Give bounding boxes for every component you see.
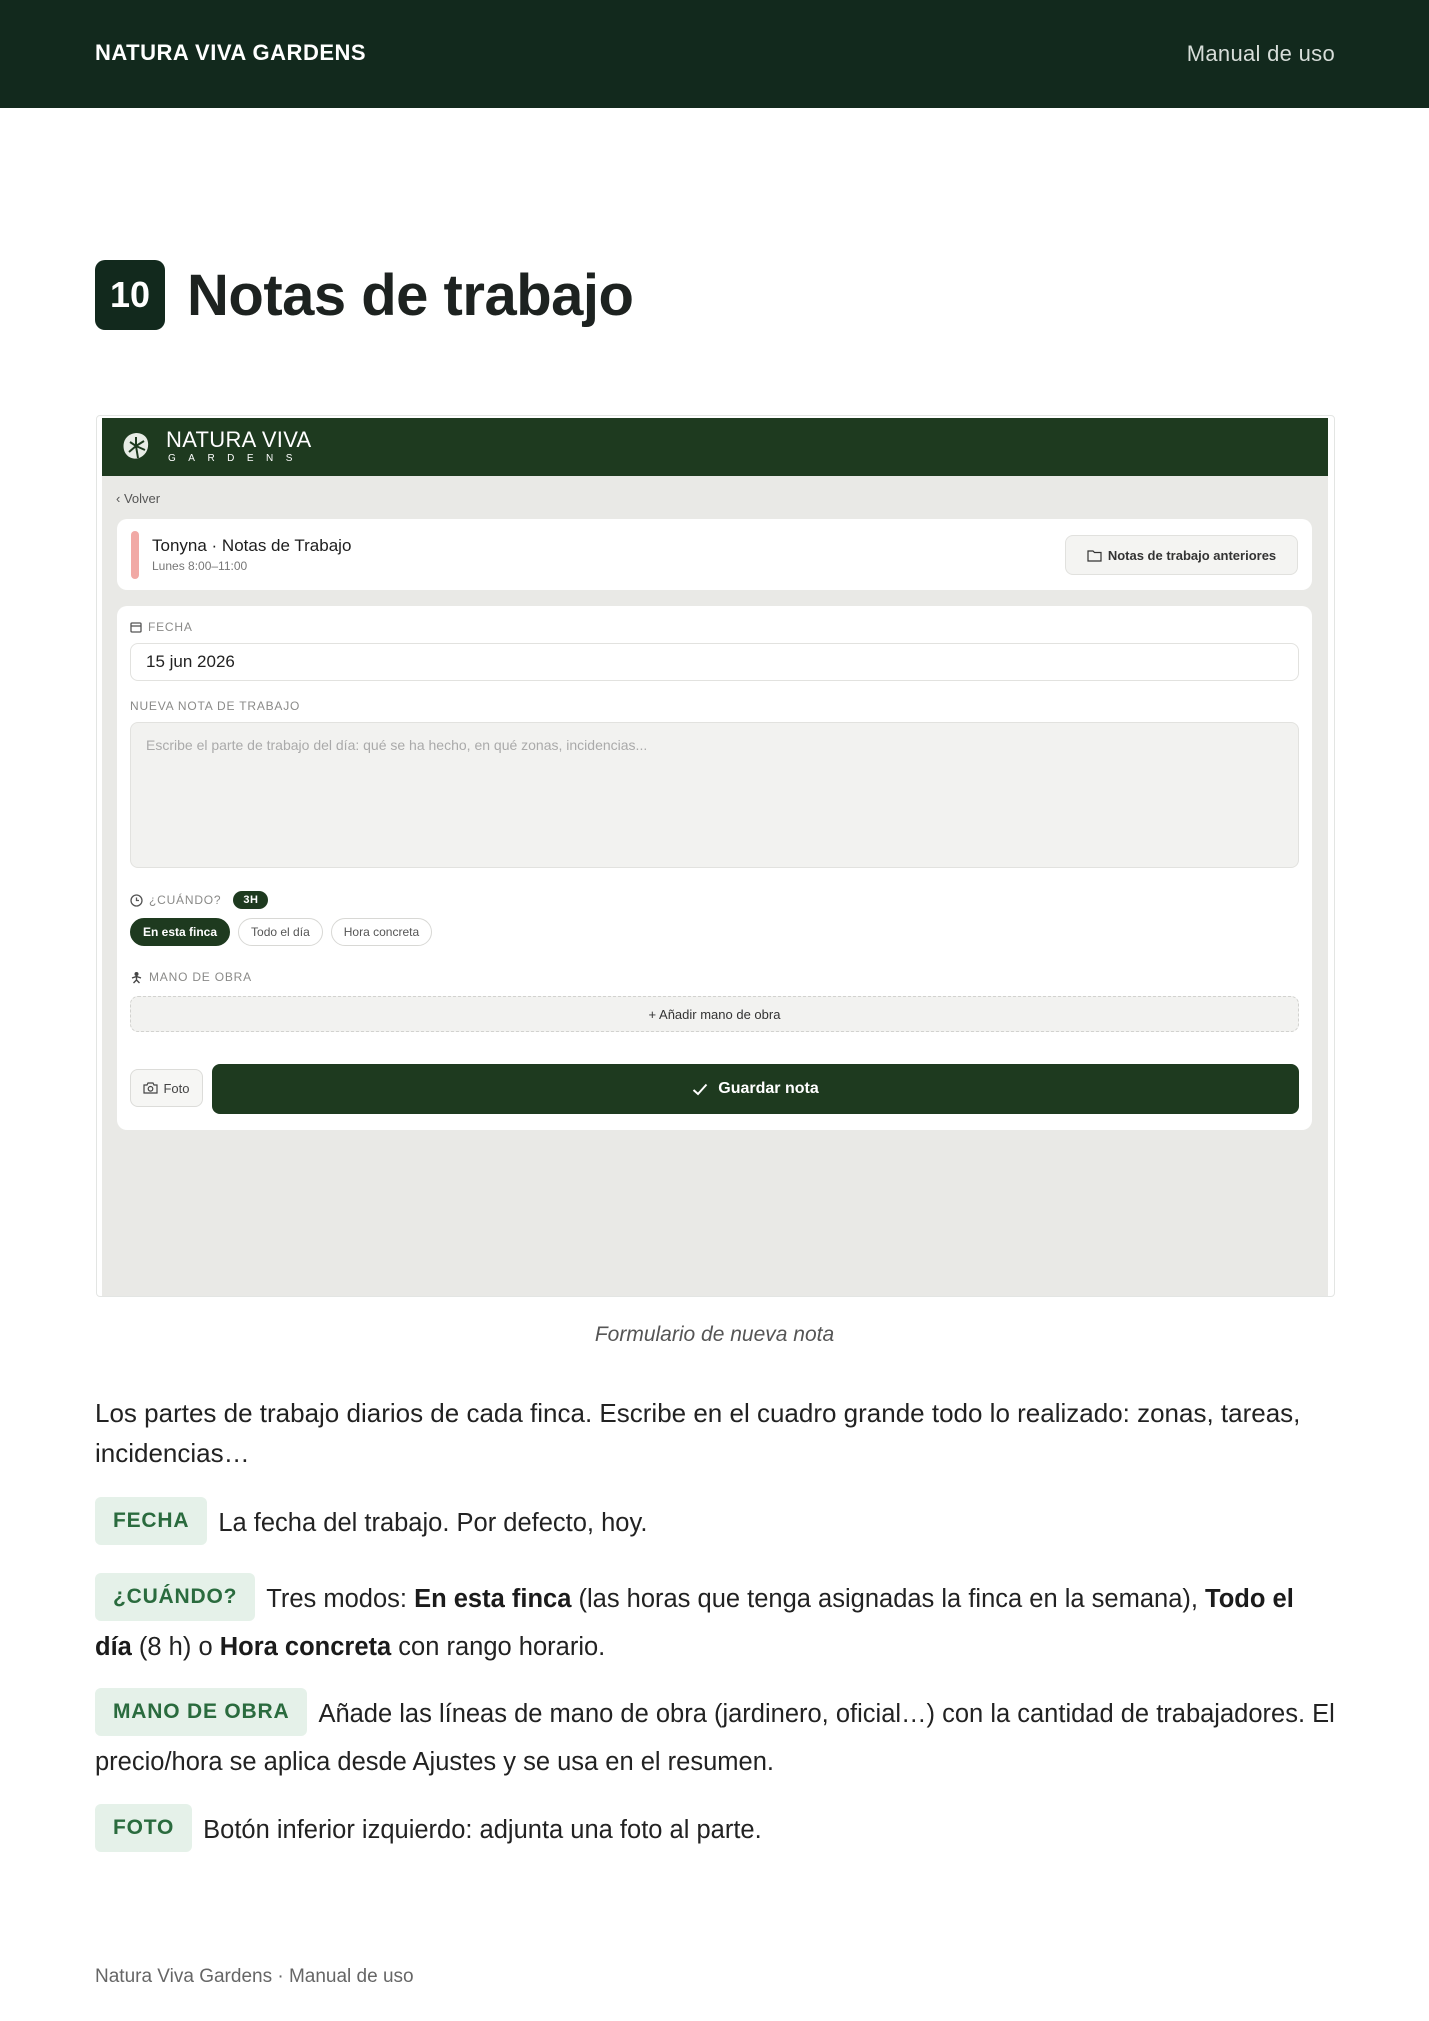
note-header-card xyxy=(117,519,1312,590)
previous-notes-button[interactable] xyxy=(1065,535,1298,575)
photo-button[interactable] xyxy=(130,1069,203,1107)
save-note-label: Guardar nota xyxy=(718,1080,819,1097)
fecha-description: La fecha del trabajo. Por defecto, hoy. xyxy=(218,1509,648,1537)
field-description-mano-de-obra xyxy=(95,1691,1335,1785)
document-title: Manual de uso xyxy=(1186,41,1335,66)
cuando-label xyxy=(130,891,268,909)
foto-description: Botón inferior izquierdo: adjunta una foto al parte. xyxy=(203,1816,762,1844)
cuando-text-2: (las horas que tenga asignadas la finca en la semana), xyxy=(571,1585,1206,1613)
tag-cuando: ¿CUÁNDO? xyxy=(95,1573,255,1621)
fecha-label xyxy=(130,620,193,634)
cuando-bold-2: Todo el día xyxy=(95,1585,1294,1662)
calendar-icon xyxy=(130,621,142,633)
folder-icon xyxy=(1087,549,1102,562)
note-form-card xyxy=(117,606,1312,1130)
cuando-text-1: Tres modos: xyxy=(266,1585,415,1613)
brand-name: NATURA VIVA GARDENS xyxy=(95,40,367,65)
add-labor-button[interactable]: + Añadir mano de obra xyxy=(130,996,1299,1032)
card-subtitle: Lunes 8:00–11:00 xyxy=(152,559,248,573)
page-footer: Natura Viva Gardens · Manual de uso xyxy=(95,1966,414,1987)
clock-icon xyxy=(130,894,143,907)
top-bar xyxy=(0,0,1429,108)
app-window xyxy=(102,418,1328,1296)
nota-label: NUEVA NOTA DE TRABAJO xyxy=(130,699,301,713)
camera-icon xyxy=(143,1082,158,1094)
chip-hora-concreta[interactable]: Hora concreta xyxy=(331,918,432,946)
app-screenshot xyxy=(96,415,1335,1297)
date-field[interactable]: 15 jun 2026 xyxy=(130,643,1299,681)
worker-icon xyxy=(130,971,143,984)
section-heading xyxy=(95,259,633,331)
chip-todo-el-dia[interactable]: Todo el día xyxy=(238,918,323,946)
app-header xyxy=(102,418,1328,476)
previous-notes-label: Notas de trabajo anteriores xyxy=(1107,547,1277,563)
photo-button-label: Foto xyxy=(163,1080,190,1096)
when-mode-chips xyxy=(130,918,432,946)
field-description-fecha xyxy=(95,1500,1335,1548)
field-description-cuando xyxy=(95,1576,1335,1670)
cuando-bold-3: Hora concreta xyxy=(219,1633,392,1662)
tag-foto: FOTO xyxy=(95,1804,192,1852)
section-number: 10 xyxy=(95,260,165,330)
fecha-label-text: FECHA xyxy=(148,620,193,634)
note-textarea[interactable]: Escribe el parte de trabajo del día: qué se ha hecho, en qué zonas, incidencias... xyxy=(130,722,1299,868)
mano-label-text: MANO DE OBRA xyxy=(149,970,252,984)
check-icon xyxy=(692,1083,708,1096)
mano-label xyxy=(130,970,252,984)
cuando-text-3: (8 h) o xyxy=(131,1633,220,1662)
cuando-text-4: con rango horario. xyxy=(391,1633,606,1662)
chip-en-esta-finca[interactable]: En esta finca xyxy=(130,918,230,946)
card-title: Tonyna · Notas de Trabajo xyxy=(152,536,352,555)
cuando-label-text: ¿CUÁNDO? xyxy=(149,893,222,907)
figure-caption: Formulario de nueva nota xyxy=(594,1323,835,1346)
app-brand: NATURA VIVA xyxy=(166,427,312,452)
monstera-leaf-icon xyxy=(120,430,152,462)
app-brand-subtitle: GARDENS xyxy=(168,453,305,464)
back-link[interactable]: ‹ Volver xyxy=(116,491,161,506)
field-description-foto xyxy=(95,1807,1335,1855)
section-title: Notas de trabajo xyxy=(187,262,634,328)
hours-badge: 3H xyxy=(233,891,268,909)
tag-mano-de-obra: MANO DE OBRA xyxy=(95,1688,307,1736)
cuando-bold-1: En esta finca xyxy=(414,1585,572,1613)
intro-paragraph: Los partes de trabajo diarios de cada finca. Escribe en el cuadro grande todo lo realizado: zonas, tareas, incidencias… xyxy=(95,1398,1301,1468)
client-color-marker xyxy=(131,531,139,579)
tag-fecha: FECHA xyxy=(95,1497,207,1545)
mano-description: Añade las líneas de mano de obra (jardinero, oficial…) con la cantidad de trabajadores. El precio/hora se aplica desde Ajustes y se usa en el resumen. xyxy=(95,1700,1335,1777)
save-note-button[interactable] xyxy=(212,1064,1299,1114)
